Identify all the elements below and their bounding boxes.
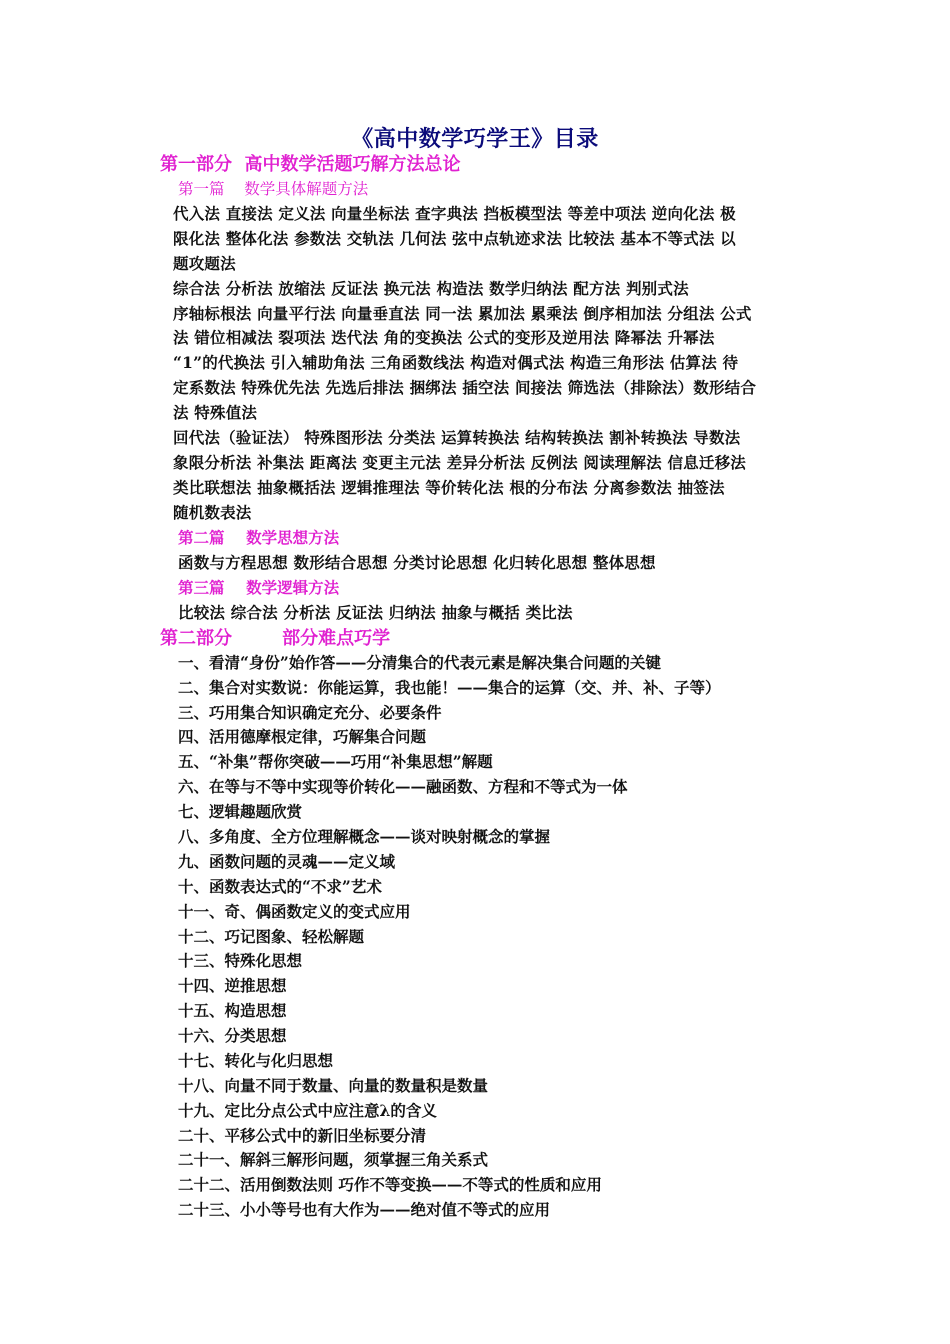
part2-heading: 第二部分 部分难点巧学 [160,628,391,649]
toc-item: 十八、向量不同于数量、向量的数量积是数量 [178,1076,489,1095]
method-line: “1”的代换法 引入辅助角法 三角函数线法 构造对偶式法 构造三角形法 估算法 待 [173,353,739,372]
method-line: 类比联想法 抽象概括法 逻辑推理法 等价转化法 根的分布法 分离参数法 抽签法 [173,478,725,497]
method-line: 象限分析法 补集法 距离法 变更主元法 差异分析法 反例法 阅读理解法 信息迁移法 [173,453,746,472]
logic-methods-line: 比较法 综合法 分析法 反证法 归纳法 抽象与概括 类比法 [178,603,573,622]
toc-item: 二十二、活用倒数法则 巧作不等变换——不等式的性质和应用 [178,1175,602,1194]
toc-item: 十一、奇、偶函数定义的变式应用 [178,902,411,921]
toc-item: 二十、平移公式中的新旧坐标要分清 [178,1126,427,1145]
method-line: 序轴标根法 向量平行法 向量垂直法 同一法 累加法 累乘法 倒序相加法 分组法 公式 [173,304,752,323]
part1-heading: 第一部分 高中数学活题巧解方法总论 [160,154,461,175]
method-line: 法 错位相减法 裂项法 迭代法 角的变换法 公式的变形及逆用法 降幂法 升幂法 [173,328,715,347]
toc-item: 二十一、解斜三解形问题，须掌握三角关系式 [178,1150,489,1169]
toc-item: 八、多角度、全方位理解概念——谈对映射概念的掌握 [178,827,551,846]
toc-item: 九、函数问题的灵魂——定义域 [178,852,396,871]
chapter3-heading: 第三篇 数学逻辑方法 [178,578,340,597]
method-line: 代入法 直接法 定义法 向量坐标法 查字典法 挡板模型法 等差中项法 逆向化法 极 [173,204,736,223]
toc-item: 十五、构造思想 [178,1001,287,1020]
method-line: 限化法 整体化法 参数法 交轨法 几何法 弦中点轨迹求法 比较法 基本不等式法 以 [173,229,736,248]
toc-item: 三、巧用集合知识确定充分、必要条件 [178,703,442,722]
toc-item: 六、在等与不等中实现等价转化——融函数、方程和不等式为一体 [178,777,628,796]
toc-item: 十七、转化与化归思想 [178,1051,334,1070]
document-title: 《高中数学巧学王》目录 [351,126,599,152]
toc-item: 十九、定比分点公式中应注意λ的含义 [178,1101,437,1120]
method-line: 题攻题法 [173,254,236,273]
toc-item: 二、集合对实数说：你能运算，我也能！——集合的运算（交、并、补、子等） [178,678,721,697]
method-line: 法 特殊值法 [173,403,258,422]
toc-item: 十六、分类思想 [178,1026,287,1045]
toc-item: 十三、特殊化思想 [178,951,303,970]
toc-item: 十二、巧记图象、轻松解题 [178,927,365,946]
method-line: 随机数表法 [173,503,252,522]
toc-item: 四、活用德摩根定律，巧解集合问题 [178,727,427,746]
toc-item: 十、函数表达式的“不求”艺术 [178,877,382,896]
method-line: 定系数法 特殊优先法 先选后排法 捆绑法 插空法 间接法 筛选法（排除法）数形结合 [173,378,757,397]
toc-item: 五、“补集”帮你突破——巧用“补集思想”解题 [178,752,493,771]
chapter1-heading: 第一篇 数学具体解题方法 [178,180,369,198]
method-line: 综合法 分析法 放缩法 反证法 换元法 构造法 数学归纳法 配方法 判别式法 [173,279,689,298]
method-line: 回代法（验证法） 特殊图形法 分类法 运算转换法 结构转换法 割补转换法 导数法 [173,428,741,447]
chapter2-heading: 第二篇 数学思想方法 [178,528,340,547]
toc-item: 七、逻辑趣题欣赏 [178,802,303,821]
thinking-methods-line: 函数与方程思想 数形结合思想 分类讨论思想 化归转化思想 整体思想 [178,553,656,572]
toc-item: 二十三、小小等号也有大作为——绝对值不等式的应用 [178,1200,551,1219]
toc-item: 十四、逆推思想 [178,976,287,995]
toc-item: 一、看清“身份”始作答——分清集合的代表元素是解决集合问题的关键 [178,653,661,672]
